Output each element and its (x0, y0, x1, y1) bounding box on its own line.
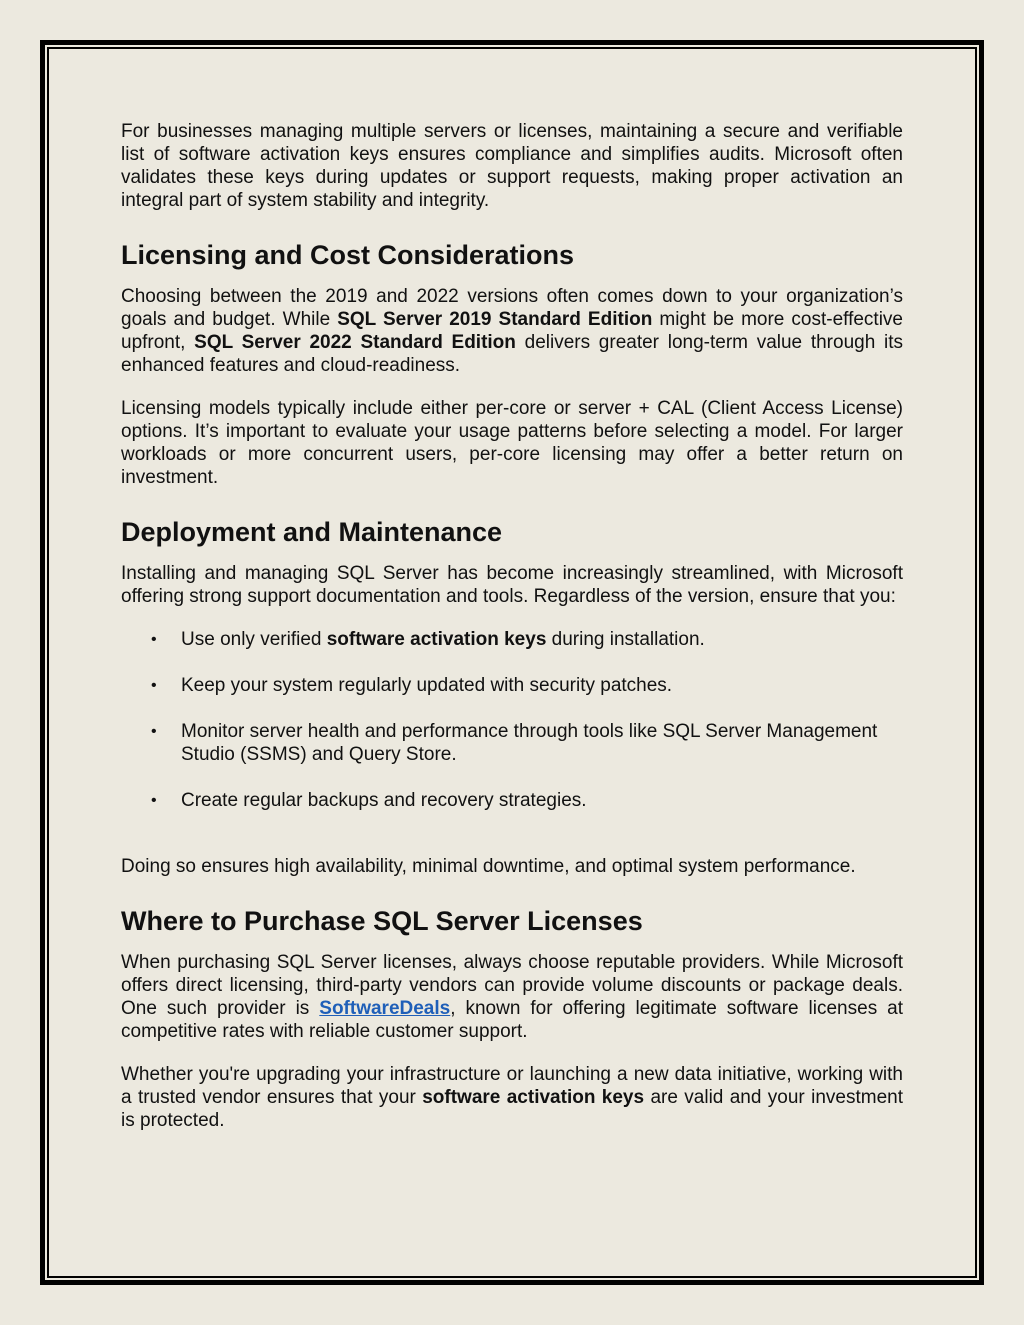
softwaredeals-link[interactable]: SoftwareDeals (319, 998, 451, 1019)
list-item (121, 789, 903, 812)
text-run: , known for offering legitimate software licenses at competitive rates with reliable customer support. (121, 998, 904, 1042)
text-run: Create regular backups and recovery strategies. (181, 790, 587, 811)
bullet-icon: • (151, 723, 157, 740)
intro-paragraph: For businesses managing multiple servers or licenses, maintaining a secure and verifiable list of software activation keys ensures compliance and simplifies audits. Microsoft often validates these keys during updates or support requests, making proper activation an integral part of system stability and integrity. (121, 121, 903, 211)
bold-text: software activation keys (422, 1087, 645, 1108)
text-run: Keep your system regularly updated with security patches. (181, 675, 673, 696)
list-item (121, 720, 903, 766)
text-run: Use only verified (181, 629, 327, 650)
licensing-paragraph-2: Licensing models typically include either per-core or server + CAL (Client Access License) options. It’s important to evaluate your usage patterns before selecting a model. For larger workloads or more concurrent users, per-core licensing may offer a better return on investment. (121, 398, 903, 488)
text-run: Whether you're upgrading your infrastructure or launching a new data initiative, working with a trusted vendor ensures that your (121, 1064, 903, 1108)
deployment-paragraph-1: Installing and managing SQL Server has become increasingly streamlined, with Microsoft offering strong support documentation and tools. Regardless of the version, ensure that you: (121, 563, 903, 607)
list-item (121, 674, 903, 697)
text-run: When purchasing SQL Server licenses, always choose reputable providers. While Microsoft offers direct licensing, third-party vendors can provide volume discounts or package deals. One such provider is (121, 952, 903, 1019)
bullet-icon: • (151, 631, 157, 648)
deployment-paragraph-2: Doing so ensures high availability, minimal downtime, and optimal system performance. (121, 856, 856, 877)
text-run: delivers greater long-term value through its enhanced features and cloud-readiness. (121, 332, 903, 376)
bold-text: SQL Server 2019 Standard Edition (337, 309, 653, 330)
heading-deployment: Deployment and Maintenance (121, 517, 503, 547)
bold-text: software activation keys (326, 629, 547, 650)
bullet-icon: • (151, 792, 157, 809)
text-run: Monitor server health and performance through tools like SQL Server Management Studio (SSMS) and Query Store. (181, 721, 878, 765)
deployment-bullet-list (121, 628, 903, 812)
text-run: during installation. (546, 629, 705, 650)
list-item (121, 628, 903, 651)
licensing-paragraph-1 (121, 285, 903, 377)
purchase-paragraph-2 (121, 1063, 903, 1132)
heading-purchase: Where to Purchase SQL Server Licenses (121, 906, 643, 936)
text-run: might be more cost-effective upfront, (121, 309, 903, 353)
document-body (121, 120, 903, 1132)
text-run: are valid and your investment is protected. (121, 1087, 904, 1131)
bullet-icon: • (151, 677, 157, 694)
purchase-paragraph-1 (121, 951, 903, 1043)
heading-licensing: Licensing and Cost Considerations (121, 240, 575, 270)
text-run: Choosing between the 2019 and 2022 versions often comes down to your organization’s goals and budget. While (121, 286, 903, 330)
bold-text: SQL Server 2022 Standard Edition (194, 332, 516, 353)
